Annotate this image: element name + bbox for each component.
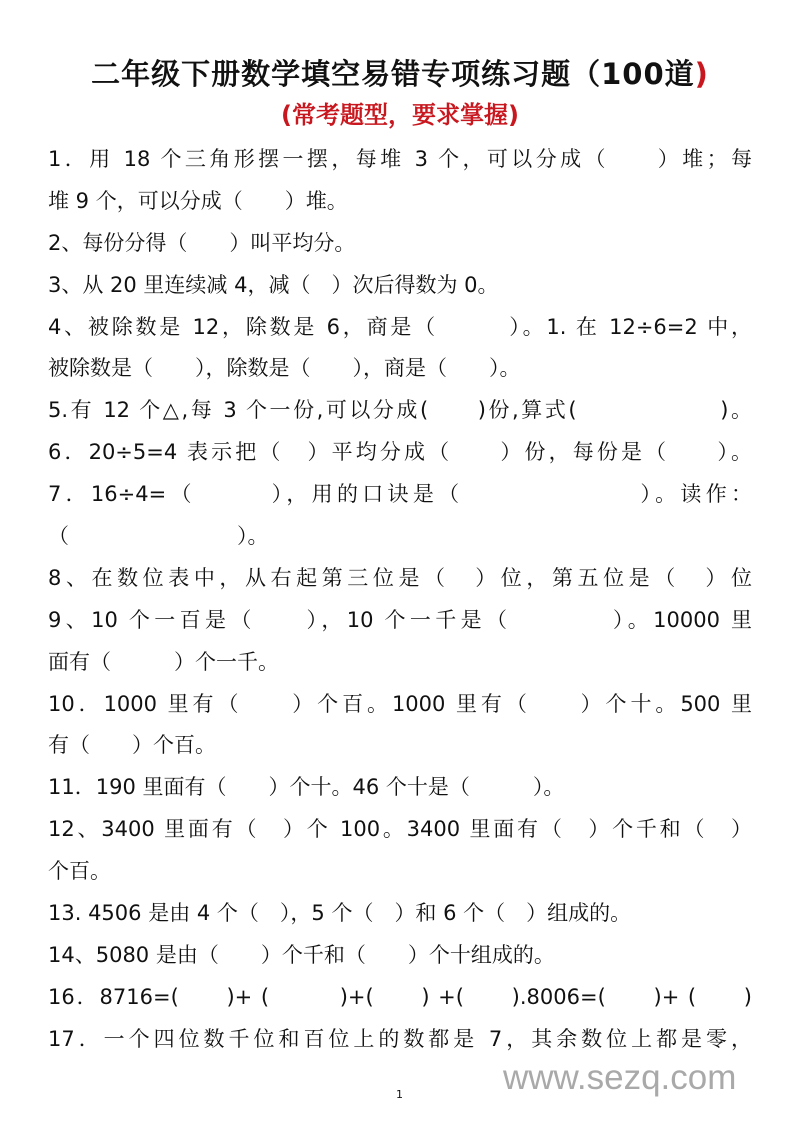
question-line: 被除数是（ ），除数是（ ），商是（ ）。 [48,356,521,381]
question-line: 有（ ）个百。 [48,733,216,758]
question-line: （ ）。 [48,524,269,549]
question-list [48,139,752,1061]
question-line: 13. 4506 是由 4 个（ ），5 个（ ）和 6 个（ ）组成的。 [48,901,632,926]
question-line: 10．1000 里有（ ）个百。1000 里有（ ）个十。500 里 [48,691,752,716]
question-line: 12、3400 里面有（ ）个 100。3400 里面有（ ）个千和（ ） [48,817,752,842]
question-line: 堆 9 个，可以分成（ ）堆。 [48,188,348,213]
question-line: 5.有 12 个△,每 3 个一份,可以分成( )份,算式( )。 [48,398,752,423]
page-title [0,52,800,93]
question-line: 16．8716=( )+ ( )+( ) +( ).8006=( )+ ( ) [48,984,752,1009]
question-line: 面有（ ）个一千。 [48,649,279,674]
question-line: 7．16÷4=（ ），用的口诀是（ ）。读作： [48,482,752,507]
question-line: 9、10 个一百是（ ），10 个一千是（ ）。10000 里 [48,607,752,632]
watermark: www.sezq.com [503,1058,737,1097]
question-line: 2、每份分得（ ）叫平均分。 [48,230,356,255]
question-line: 11．190 里面有（ ）个十。46 个十是（ ）。 [48,775,565,800]
question-line: 6．20÷5=4 表示把（ ）平均分成（ ）份，每份是（ ）。 [48,440,752,465]
question-line: 14、5080 是由（ ）个千和（ ）个十组成的。 [48,942,555,967]
question-line: 17．一个四位数千位和百位上的数都是 7，其余数位上都是零， [48,1026,752,1051]
question-line: 1．用 18 个三角形摆一摆，每堆 3 个，可以分成（ ）堆；每 [48,147,752,171]
question-line: 8、在数位表中，从右起第三位是（ ）位，第五位是（ ）位 [48,565,752,590]
question-line: 4、被除数是 12，除数是 6，商是（ ）。1. 在 12÷6=2 中， [48,314,752,339]
page-number: 1 [396,1088,403,1101]
question-line: 3、从 20 里连续减 4，减（ ）次后得数为 0。 [48,272,499,297]
title-close-paren: ) [694,57,709,91]
question-line: 个百。 [48,859,111,884]
page-subtitle: (常考题型，要求掌握) [281,101,519,129]
title-text: 二年级下册数学填空易错专项练习题（100道 [91,57,695,91]
